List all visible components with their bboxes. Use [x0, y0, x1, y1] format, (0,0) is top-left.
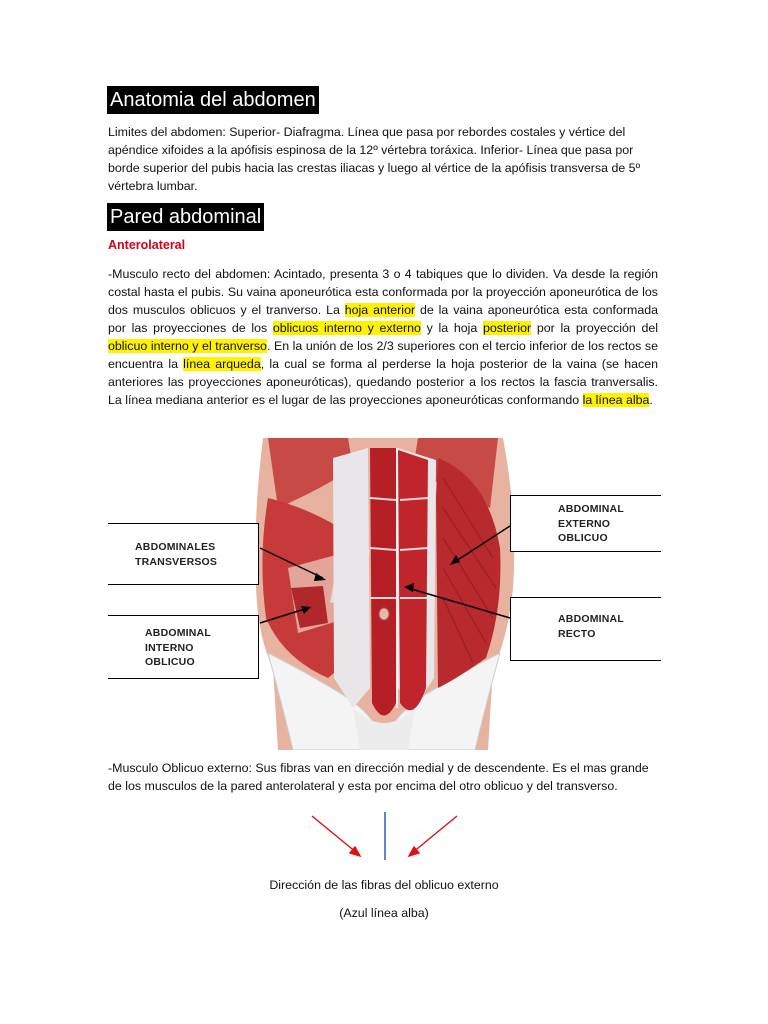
recto-paragraph: [108, 265, 658, 409]
recto-text-7: .: [649, 393, 653, 407]
highlight-oblicuos: oblicuos interno y externo: [272, 321, 421, 335]
label-recto: [510, 597, 661, 661]
caption-fibers: Dirección de las fibras del oblicuo externo: [269, 878, 499, 892]
label-interno-oblicuo-text: ABDOMINAL INTERNO OBLICUO: [145, 627, 211, 668]
highlight-oblicuo-interno: oblicuo interno y el tranverso: [108, 339, 267, 353]
recto-text-1: -Musculo recto del abdomen: Acintado, presenta 3 o 4 tabiques que lo dividen. Va desde la región costal hasta el pubis. Su vaina aponeurótica esta conformada por la proyección aponeurótica de los dos musculos oblicuos y el tranverso. La: [108, 267, 658, 317]
recto-text-6: , la cual se forma al perderse la hoja posterior de la vaina (se hacen anteriores las proyecciones aponeuróticas), quedando posterior a los rectos la fascia tranversalis. La línea mediana anterior es el lugar de las proyecciones aponeuróticas conformando: [108, 357, 658, 407]
subsection-title: Anterolateral: [108, 238, 186, 252]
recto-text-5: . En la unión de los 2/3 superiores con el tercio inferior de los rectos se encuentra la: [108, 339, 658, 371]
label-transversos: [108, 523, 259, 585]
label-externo-oblicuo: [510, 495, 661, 552]
recto-text-2: de la vaina aponeurótica esta conformada por las proyecciones de los: [108, 303, 658, 335]
recto-text-4: por la proyección del: [531, 321, 658, 335]
highlight-linea-arqueda: línea arqueda: [183, 357, 261, 371]
highlight-posterior: posterior: [482, 321, 532, 335]
fiber-direction-diagram: [300, 812, 470, 864]
label-externo-oblicuo-text: ABDOMINAL EXTERNO OBLICUO: [558, 503, 624, 544]
label-transversos-text: ABDOMINALES TRANSVERSOS: [135, 541, 218, 568]
section-title: Pared abdominal: [107, 203, 264, 231]
highlight-linea-alba: la línea alba: [582, 393, 650, 407]
highlight-hoja-anterior: hoja anterior: [344, 303, 416, 317]
recto-text-3: y la hoja: [420, 321, 483, 335]
label-interno-oblicuo: [108, 615, 259, 679]
limits-paragraph: Limites del abdomen: Superior- Diafragma. Línea que pasa por rebordes costales y vértice del apéndice xifoides a la apófisis espinosa de la 12º vértebra toráxica. Inferior- Línea que pasa por borde superior del pubis hacia las crestas iliacas y luego al vértice de la apófisis transversa de 5º vértebra lumbar.: [108, 125, 641, 193]
label-recto-text: ABDOMINAL RECTO: [558, 613, 624, 640]
caption-linea-alba: (Azul línea alba): [339, 906, 429, 920]
oblicuo-paragraph: -Musculo Oblicuo externo: Sus fibras van en dirección medial y de descendente. Es el mas grande de los musculos de la pared anterolateral y esta por encima del otro oblicuo y del transverso.: [108, 761, 649, 793]
abdomen-anatomy-illustration: [108, 438, 660, 750]
page-title: Anatomia del abdomen: [107, 86, 319, 114]
